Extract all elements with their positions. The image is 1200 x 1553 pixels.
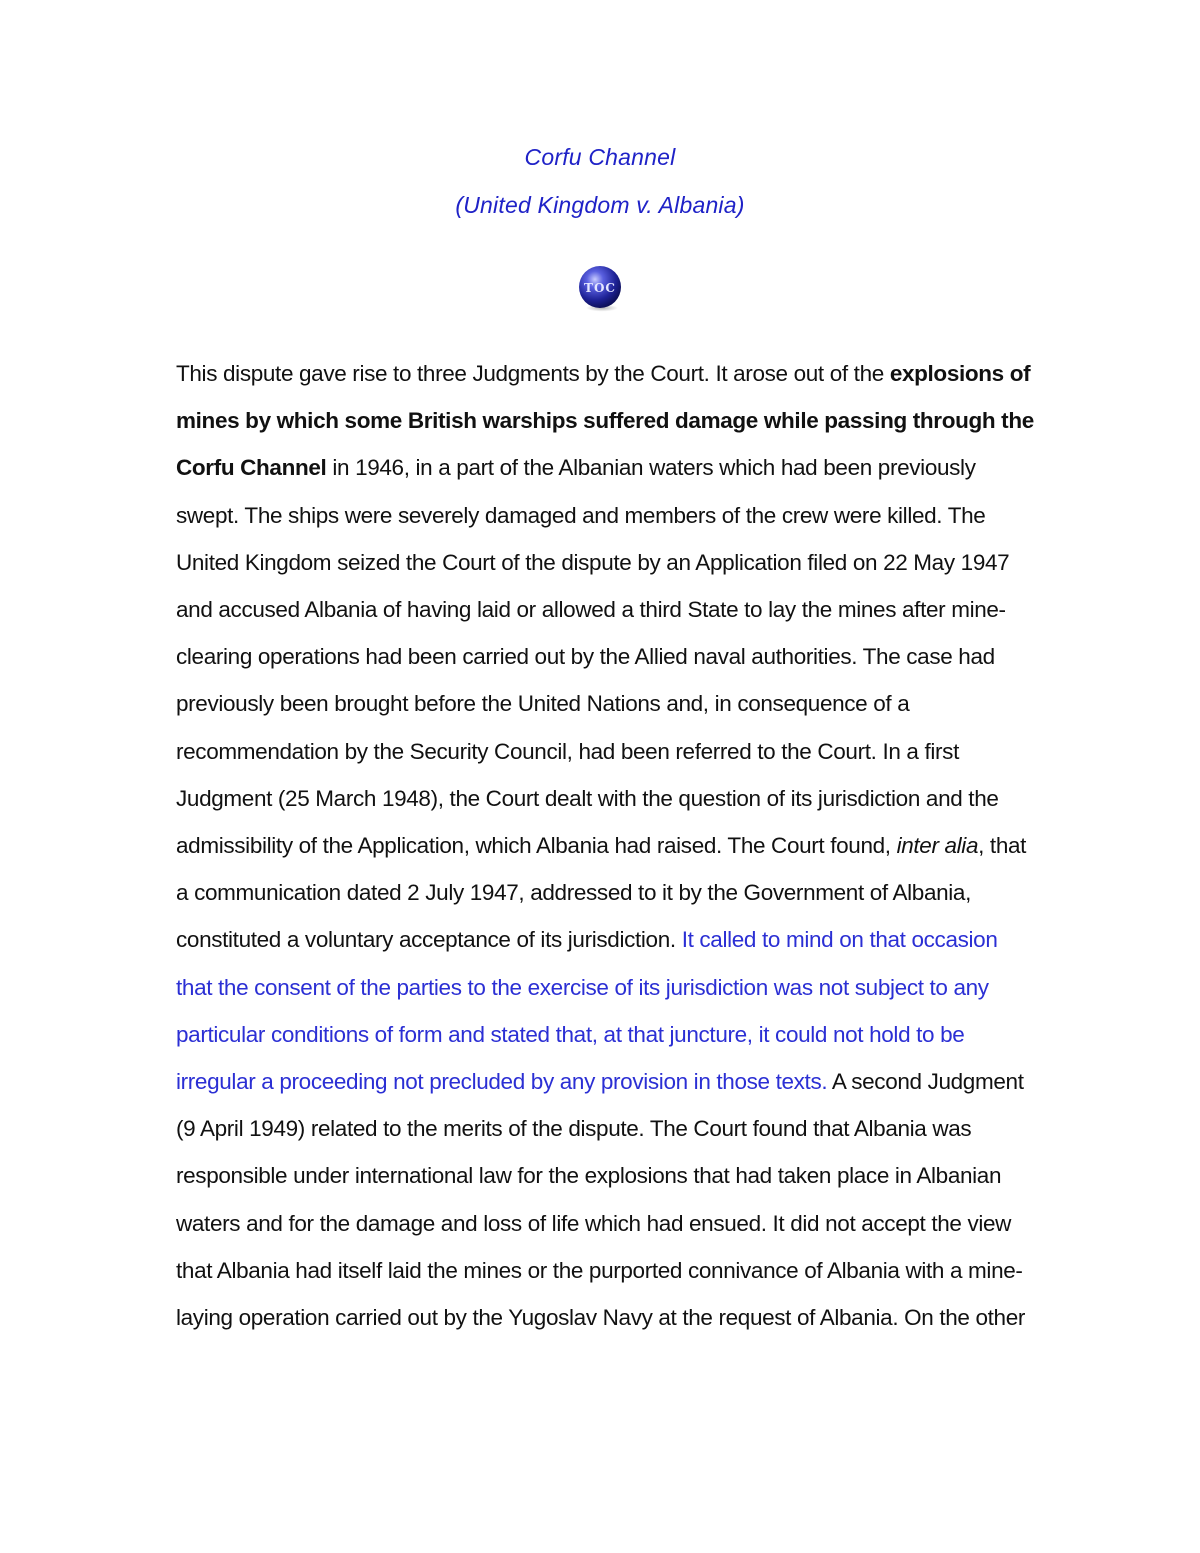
summary-italic-phrase: inter alia: [896, 833, 979, 859]
case-title: Corfu Channel: [524, 144, 676, 170]
summary-bold-phrase: explosions of mines by which some British warships suffered damage while passing through the Corfu Channel: [176, 361, 1034, 481]
summary-highlighted-passage: It called to mind on that occasion that the consent of the parties to the exercise of its jurisdiction was not subject to any particular conditions of form and stated that, at that juncture, it could not hold to be irregular a proceeding not precluded by any provision in those texts.: [176, 927, 998, 1095]
toc-sphere-icon: [576, 264, 624, 312]
toc-button[interactable]: [576, 264, 624, 312]
summary-text-2: in 1946, in a part of the Albanian waters which had been previously swept. The ships were severely damaged and members of the crew were killed. The United Kingdom seized the Court of the dispute by an Application filed on 22 May 1947 and accused Albania of having laid or allowed a third State to lay the mines after mine-clearing operations had been carried out by the Allied naval authorities. The case had previously been brought before the United Nations and, in consequence of a recommendation by the Security Council, had been referred to the Court. In a first Judgment (25 March 1948), the Court dealt with the question of its jurisdiction and the admissibility of the Application, which Albania had raised. The Court found,: [176, 455, 1010, 859]
case-summary-paragraph: [176, 350, 1036, 1341]
summary-text-4: A second Judgment (9 April 1949) related to the merits of the dispute. The Court found that Albania was responsible under international law for the explosions that had taken place in Albanian waters and for the damage and loss of life which had ensued. It did not accept the view that Albania had itself laid the mines or the purported connivance of Albania with a mine-laying operation carried out by the Yugoslav Navy at the request of Albania. On the other: [176, 1069, 1025, 1331]
toc-label: TOC: [584, 281, 616, 295]
summary-text-3: , that a communication dated 2 July 1947, addressed to it by the Government of Albania, constituted a voluntary acceptance of its jurisdiction.: [176, 833, 1027, 953]
case-parties: (United Kingdom v. Albania): [455, 192, 745, 218]
summary-intro: This dispute gave rise to three Judgments by the Court. It arose out of the: [176, 361, 890, 386]
